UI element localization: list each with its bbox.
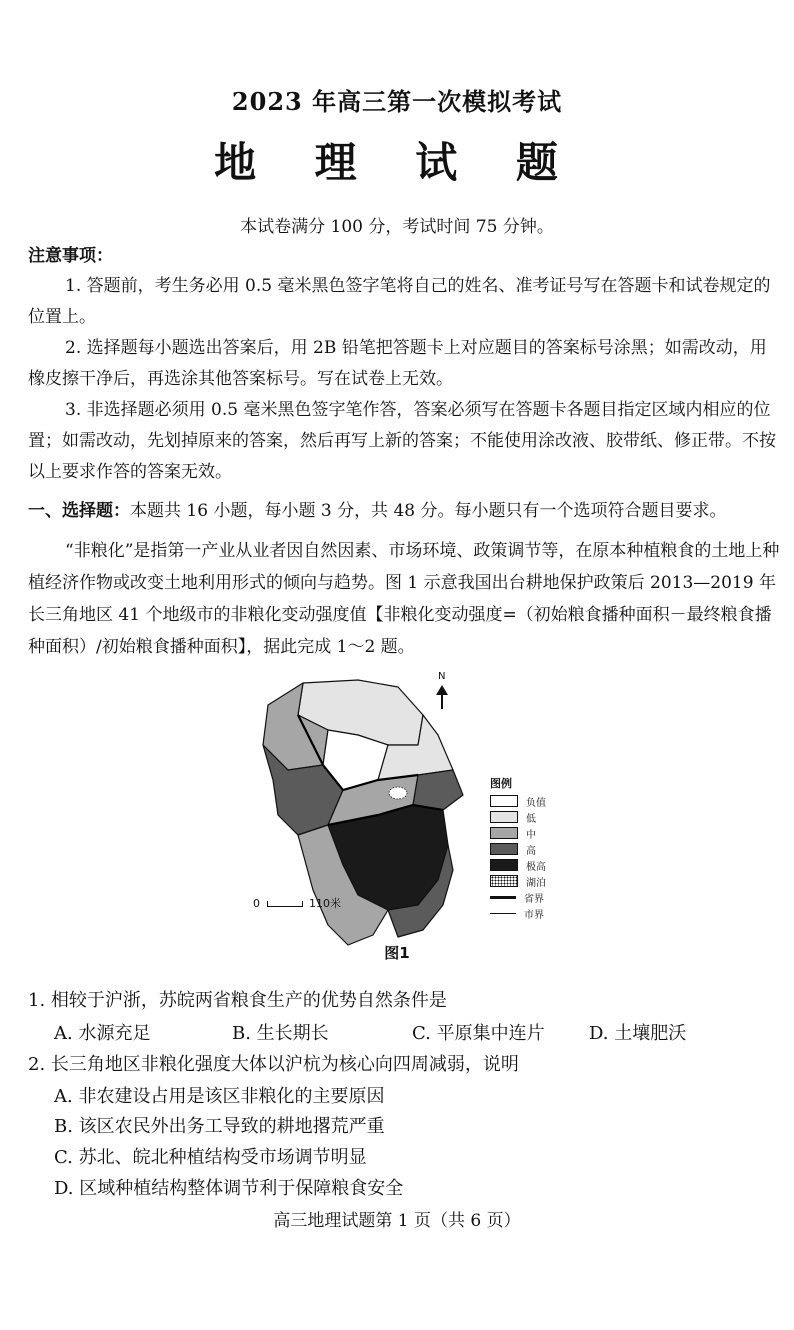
legend-label: 极高	[526, 861, 546, 873]
legend-line	[490, 913, 516, 914]
scale-zero: 0	[253, 897, 260, 910]
question-1-option-c: C. 平原集中连片	[412, 1023, 545, 1044]
legend-item-city-border	[490, 905, 546, 921]
section-1-heading-rest: 本题共 16 小题，每小题 3 分，共 48 分。每小题只有一个选项符合题目要求。	[130, 501, 727, 521]
scale-label: 110米	[309, 897, 341, 910]
legend-item-high	[490, 841, 546, 857]
legend-swatch	[490, 875, 518, 887]
subject-title: 地 理 试 题	[214, 138, 580, 187]
passage: “非粮化”是指第一产业从业者因自然因素、市场环境、政策调节等，在原本种植粮食的土地上种植经济作物或改变土地利用形式的倾向与趋势。图 1 示意我国出台耕地保护政策后 2013—2019 年长三角地区 41 个地级市的非粮化变动强度值【非粮化变动强度=（初始粮食播种面积－最终粮食播种面积）∕初始粮食播种面积】，据此完成 1～2 题。	[28, 541, 780, 657]
legend-label: 省界	[524, 893, 544, 905]
legend-label: 低	[526, 813, 536, 825]
legend-label: 负值	[526, 797, 546, 809]
figure-caption: 图1	[384, 944, 410, 962]
legend-swatch	[490, 811, 518, 823]
legend-item-very-high	[490, 857, 546, 873]
legend-label: 湖泊	[526, 877, 546, 889]
legend-swatch	[490, 827, 518, 839]
question-2-stem: 2. 长三角地区非粮化强度大体以沪杭为核心向四周减弱，说明	[28, 1054, 519, 1075]
legend-label: 市界	[524, 909, 544, 921]
notes-heading: 注意事项：	[28, 246, 113, 266]
legend-title: 图例	[490, 777, 512, 790]
question-2-option-d: D. 区域种植结构整体调节利于保障粮食安全	[54, 1178, 404, 1199]
legend-item-medium	[490, 825, 546, 841]
question-1-stem: 1. 相较于沪浙，苏皖两省粮食生产的优势自然条件是	[28, 990, 447, 1011]
page-footer: 高三地理试题第 1 页（共 6 页）	[273, 1211, 521, 1231]
note-item-1: 1. 答题前，考生务必用 0.5 毫米黑色签字笔将自己的姓名、准考证号写在答题卡和试卷规定的位置上。	[28, 276, 771, 327]
legend-item-lake	[490, 873, 546, 889]
section-1-header	[28, 496, 780, 527]
map-lake	[389, 787, 407, 799]
legend-label: 中	[526, 829, 536, 841]
question-2-option-a: A. 非农建设占用是该区非粮化的主要原因	[54, 1086, 385, 1107]
legend-item-negative	[490, 793, 546, 809]
note-item-3: 3. 非选择题必须用 0.5 毫米黑色签字笔作答，答案必须写在答题卡各题目指定区域内相应的位置；如需改动，先划掉原来的答案，然后再写上新的答案；不能使用涂改液、胶带纸、修正带。不按以上要求作答的答案无效。	[28, 400, 776, 482]
legend-line	[490, 896, 516, 899]
legend-item-province-border	[490, 889, 546, 905]
legend-label: 高	[526, 845, 536, 857]
question-1-option-d: D. 土壤肥沃	[589, 1023, 687, 1044]
legend-swatch	[490, 795, 518, 807]
legend-swatch	[490, 843, 518, 855]
section-1-heading: 一、选择题：	[28, 501, 130, 521]
exam-info: 本试卷满分 100 分，考试时间 75 分钟。	[240, 217, 554, 237]
north-arrow	[432, 671, 452, 715]
scale-line	[267, 901, 303, 907]
exam-title: 2023 年高三第一次模拟考试	[231, 87, 563, 116]
question-2-option-c: C. 苏北、皖北种植结构受市场调节明显	[54, 1147, 367, 1168]
question-2-option-b: B. 该区农民外出务工导致的耕地撂荒严重	[54, 1116, 385, 1137]
legend-swatch	[490, 859, 518, 871]
legend-item-low	[490, 809, 546, 825]
question-1-option-a: A. 水源充足	[54, 1023, 151, 1044]
map-legend	[490, 775, 546, 921]
map-region-east-high	[413, 770, 463, 810]
north-label: N	[438, 671, 446, 682]
question-1-option-b: B. 生长期长	[232, 1023, 329, 1044]
scale-bar	[253, 895, 341, 911]
note-item-2: 2. 选择题每小题选出答案后，用 2B 铅笔把答题卡上对应题目的答案标号涂黑；如需改动，用橡皮擦干净后，再选涂其他答案标号。写在试卷上无效。	[28, 338, 767, 389]
